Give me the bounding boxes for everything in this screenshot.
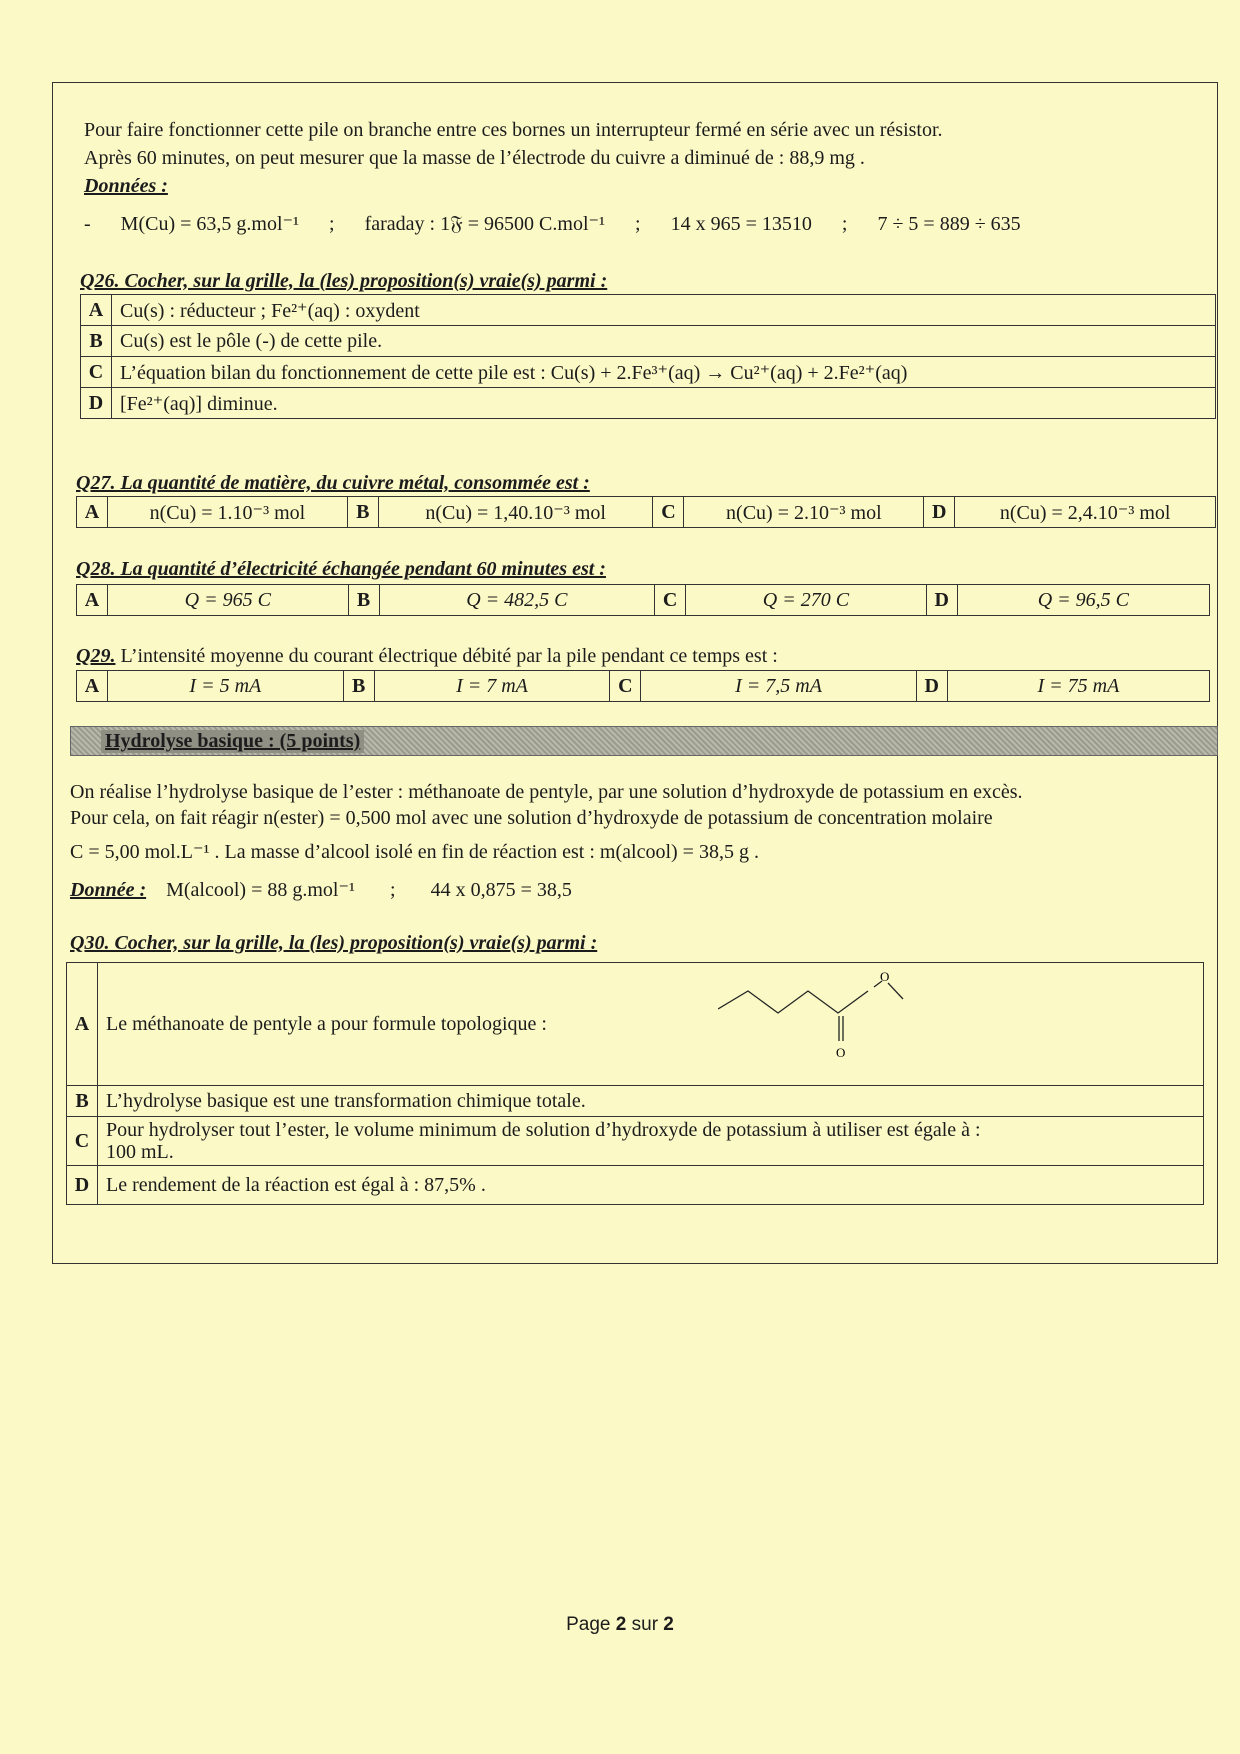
q29-option-a: I = 5 mA: [108, 671, 344, 702]
q28-option-b: Q = 482,5 C: [379, 585, 655, 616]
q28-title: Q28. La quantité d’électricité échangée pendant 60 minutes est :: [76, 558, 606, 580]
q28-option-a: Q = 965 C: [108, 585, 349, 616]
skeletal-formula-image: [718, 971, 938, 1071]
q27-option-a: n(Cu) = 1.10⁻³ mol: [108, 497, 348, 528]
q26-row-c[interactable]: [81, 357, 1216, 388]
q26-text-a: Cu(s) : réducteur ; Fe²⁺(aq) : oxydent: [112, 295, 1216, 326]
q26-letter-b: B: [81, 326, 112, 357]
q27-letter-c[interactable]: C: [653, 497, 684, 528]
q28-letter-a[interactable]: A: [77, 585, 108, 616]
q27-title: Q27. La quantité de matière, du cuivre métal, consommée est :: [76, 472, 590, 494]
q30-text-b: L’hydrolyse basique est une transformation chimique totale.: [98, 1086, 1204, 1117]
q30-cell-a: [98, 963, 1204, 1086]
q26-row-a[interactable]: [81, 295, 1216, 326]
q29-title: [76, 644, 778, 668]
q30-grid: [66, 962, 1204, 1205]
q27-letter-b[interactable]: B: [347, 497, 378, 528]
q29-option-c: I = 7,5 mA: [641, 671, 916, 702]
q30-row-c[interactable]: [67, 1117, 1204, 1166]
q30-title: Q30. Cocher, sur la grille, la (les) proposition(s) vraie(s) parmi :: [70, 932, 598, 954]
q26-letter-a: A: [81, 295, 112, 326]
q29-number: Q29.: [76, 645, 116, 667]
q26-row-b[interactable]: [81, 326, 1216, 357]
q30-text-a: Le méthanoate de pentyle a pour formule topologique :: [106, 1012, 547, 1035]
hydro-donnee-line: M(alcool) = 88 g.mol⁻¹ ; 44 x 0,875 = 38,5: [166, 879, 572, 901]
q26-grid: [80, 294, 1216, 419]
footer-mid: sur: [626, 1614, 664, 1635]
q30-letter-b: B: [67, 1086, 98, 1117]
q30-text-d: Le rendement de la réaction est égal à : 87,5% .: [98, 1166, 1204, 1205]
q26-text-d: [Fe²⁺(aq)] diminue.: [112, 388, 1216, 419]
q28-letter-b[interactable]: B: [348, 585, 379, 616]
q29-grid: [76, 670, 1210, 702]
q26-letter-d: D: [81, 388, 112, 419]
q29-question: L’intensité moyenne du courant électrique débité par la pile pendant ce temps est :: [115, 645, 778, 667]
hydro-donnee: [70, 878, 572, 902]
q29-letter-a[interactable]: A: [77, 671, 108, 702]
q28-letter-c[interactable]: C: [655, 585, 686, 616]
carbonyl-oxygen-label: O: [836, 1045, 846, 1060]
donnees-label: Données :: [84, 175, 168, 197]
hydro-line-1: On réalise l’hydrolyse basique de l’ester : méthanoate de pentyle, par une solution d’hydroxyde de potassium en excès.: [70, 781, 1023, 803]
page-footer: [0, 1614, 1240, 1636]
q26-title: Q26. Cocher, sur la grille, la (les) proposition(s) vraie(s) parmi :: [80, 270, 608, 292]
q29-letter-c[interactable]: C: [610, 671, 641, 702]
hydro-line-2: Pour cela, on fait réagir n(ester) = 0,500 mol avec une solution d’hydroxyde de potassium de concentration molaire: [70, 807, 993, 829]
q30-text-c: Pour hydrolyser tout l’ester, le volume minimum de solution d’hydroxyde de potassium à utiliser est égale à :: [106, 1119, 981, 1141]
q30-letter-c: C: [67, 1117, 98, 1166]
q27-option-c: n(Cu) = 2.10⁻³ mol: [684, 497, 924, 528]
q27-letter-d[interactable]: D: [924, 497, 955, 528]
footer-page-total: 2: [663, 1614, 674, 1635]
hydro-line-3: C = 5,00 mol.L⁻¹ . La masse d’alcool isolé en fin de réaction est : m(alcool) = 38,5 g .: [70, 841, 759, 863]
q30-row-a[interactable]: [67, 963, 1204, 1086]
q26-letter-c: C: [81, 357, 112, 388]
q27-option-d: n(Cu) = 2,4.10⁻³ mol: [955, 497, 1216, 528]
q28-option-d: Q = 96,5 C: [957, 585, 1209, 616]
q26-row-d[interactable]: [81, 388, 1216, 419]
q28-option-c: Q = 270 C: [686, 585, 927, 616]
q26-text-b: Cu(s) est le pôle (-) de cette pile.: [112, 326, 1216, 357]
section-banner: [70, 726, 1218, 756]
q30-cell-c: [98, 1117, 1204, 1166]
ester-bond-2: [888, 983, 903, 999]
q30-text-c-2: 100 mL.: [106, 1141, 174, 1163]
q30-letter-a: A: [67, 963, 98, 1086]
q27-option-b: n(Cu) = 1,40.10⁻³ mol: [378, 497, 653, 528]
q27-letter-a[interactable]: A: [77, 497, 108, 528]
footer-prefix: Page: [566, 1614, 616, 1635]
q29-letter-b[interactable]: B: [343, 671, 374, 702]
footer-page-number: 2: [615, 1614, 627, 1635]
donnees-line: - M(Cu) = 63,5 g.mol⁻¹ ; faraday : 1𝔉 = 96500 C.mol⁻¹ ; 14 x 965 = 13510 ; 7 ÷ 5 = 889 ÷ 635: [84, 213, 1021, 235]
ester-oxygen-label: O: [880, 971, 890, 984]
intro-line-1: Pour faire fonctionner cette pile on branche entre ces bornes un interrupteur fermé en série avec un résistor.: [84, 119, 943, 141]
intro-line-2: Après 60 minutes, on peut mesurer que la masse de l’électrode du cuivre a diminué de : 88,9 mg .: [84, 147, 865, 169]
carbon-chain: [718, 991, 868, 1013]
q28-grid: [76, 584, 1210, 616]
hydro-donnee-label: Donnée :: [70, 879, 147, 901]
q30-letter-d: D: [67, 1166, 98, 1205]
q26-text-c: L’équation bilan du fonctionnement de cette pile est : Cu(s) + 2.Fe³⁺(aq) → Cu²⁺(aq) + 2.Fe²⁺(aq): [112, 357, 1216, 388]
q30-row-d[interactable]: [67, 1166, 1204, 1205]
q27-grid: [76, 496, 1216, 528]
q30-row-b[interactable]: [67, 1086, 1204, 1117]
q29-letter-d[interactable]: D: [916, 671, 947, 702]
q28-letter-d[interactable]: D: [926, 585, 957, 616]
q29-option-b: I = 7 mA: [374, 671, 610, 702]
q29-option-d: I = 75 mA: [947, 671, 1209, 702]
section-title: Hydrolyse basique : (5 points): [101, 730, 364, 753]
